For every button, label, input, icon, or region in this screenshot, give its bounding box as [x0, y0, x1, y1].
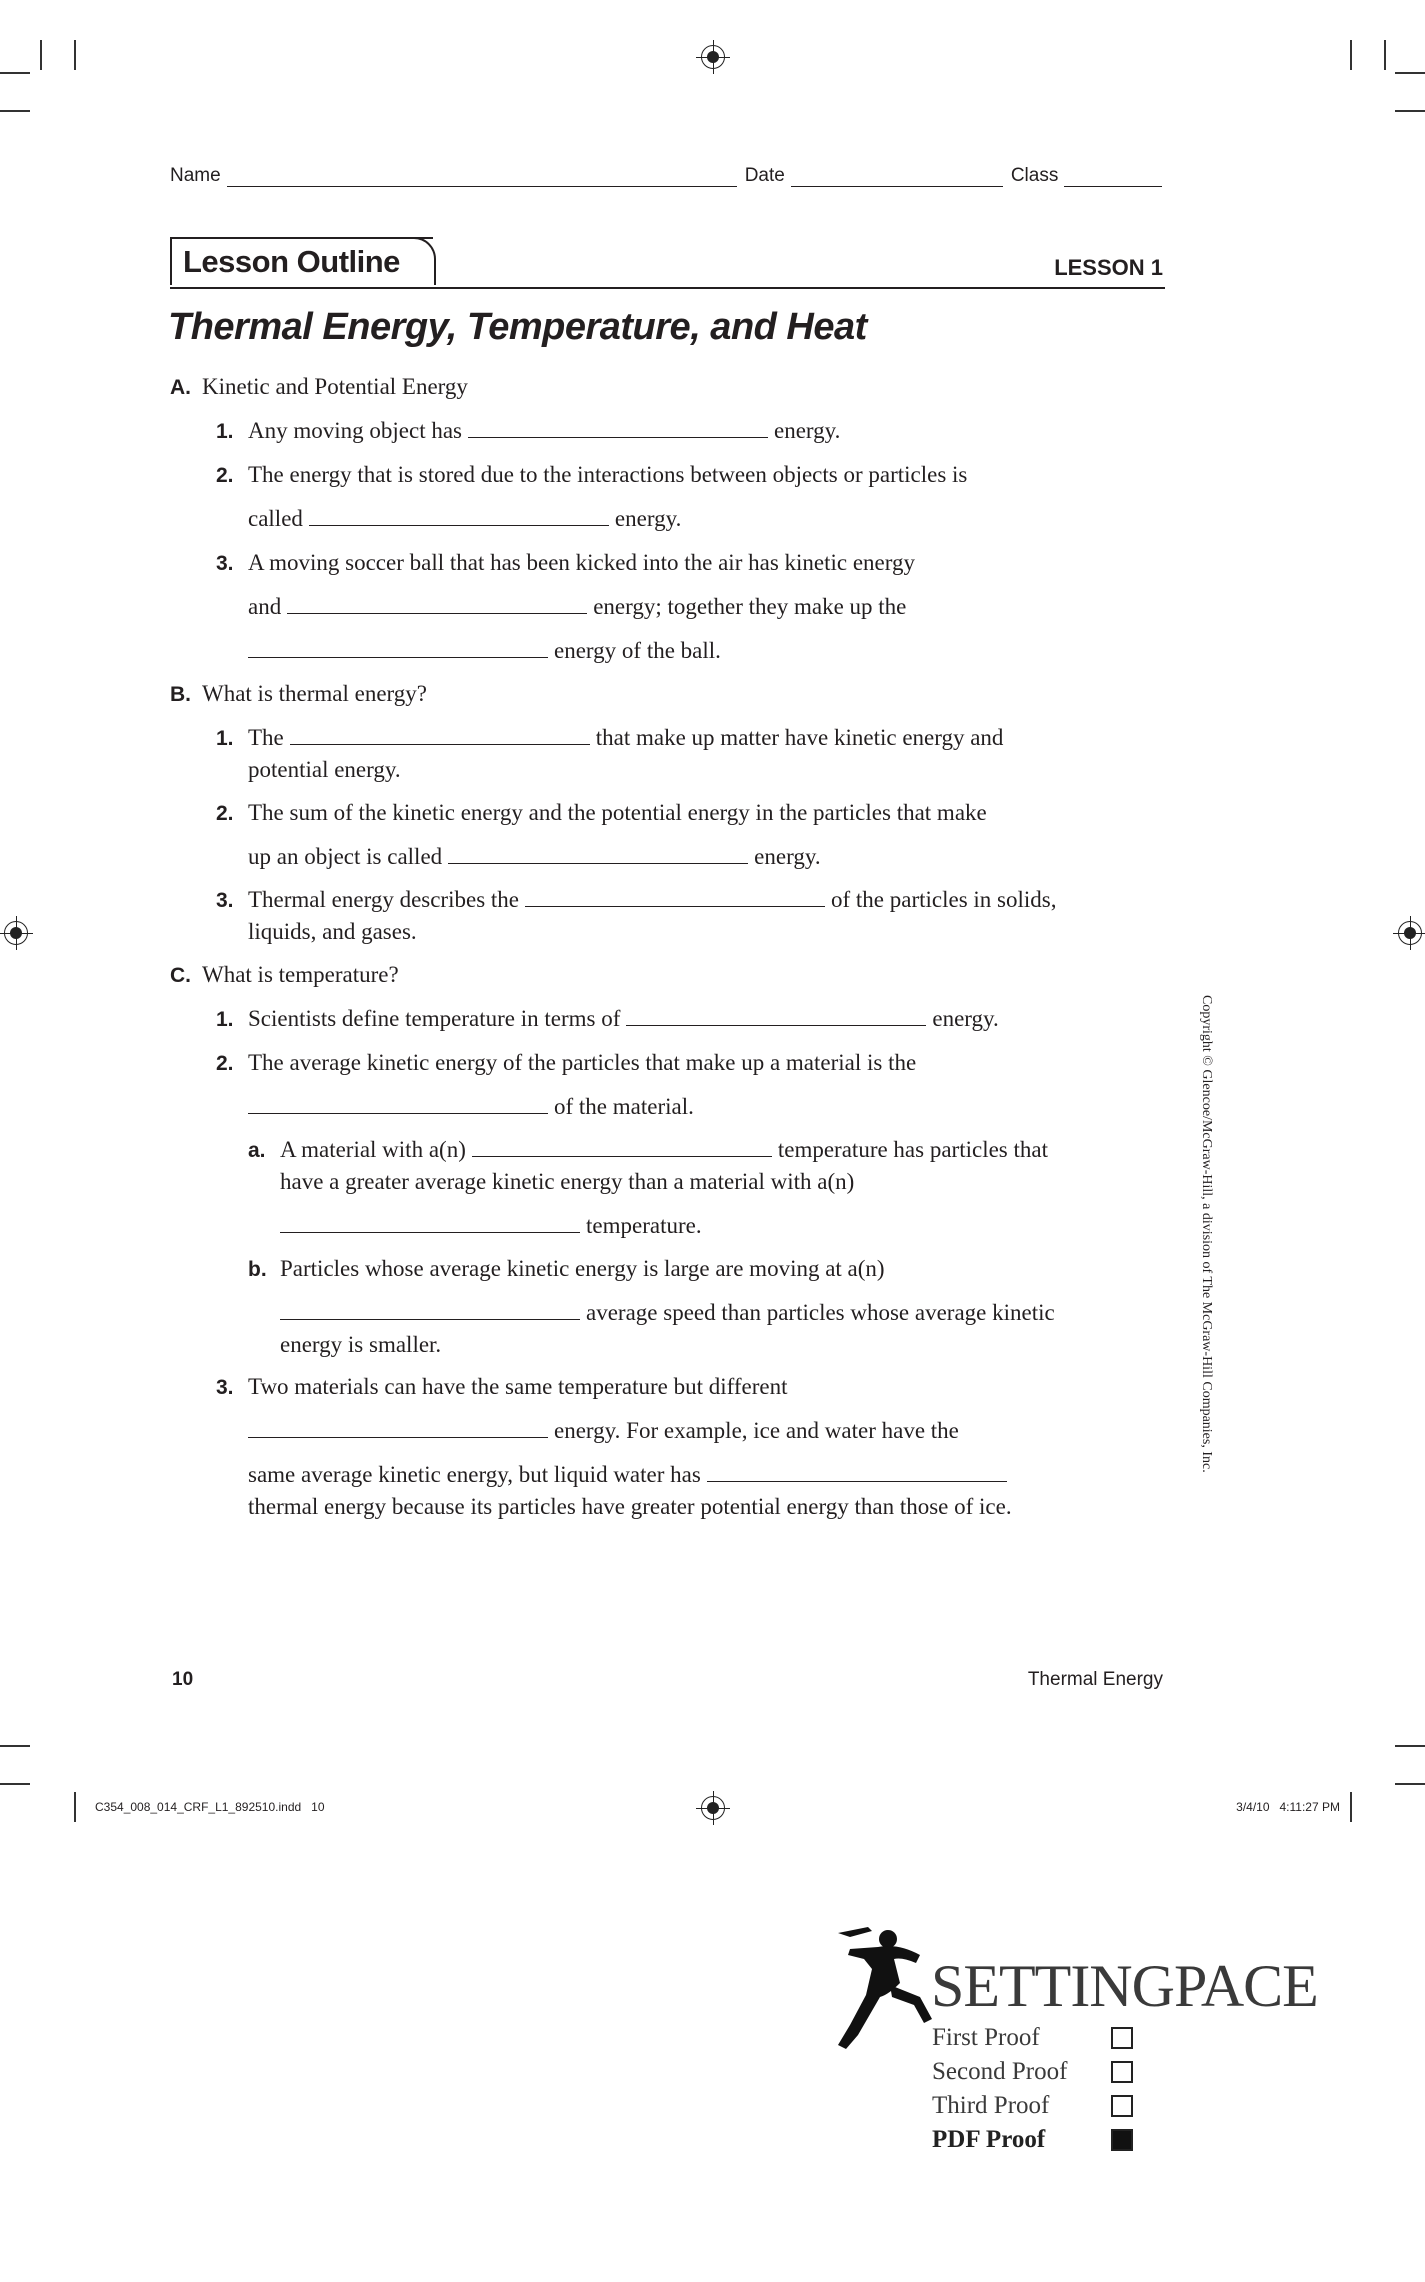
item-letter: b. — [248, 1258, 267, 1281]
item-text: energy. For example, ice and water have the — [554, 1418, 959, 1443]
crop-mark — [74, 1792, 76, 1822]
item-text: that make up matter have kinetic energy and — [595, 725, 1004, 750]
item-text: up an object is called — [248, 844, 443, 869]
name-field[interactable] — [227, 172, 737, 187]
item-text: Scientists define temperature in terms of — [248, 1006, 621, 1031]
answer-blank[interactable] — [468, 419, 768, 438]
crop-mark — [1395, 1783, 1425, 1785]
outline-item — [248, 419, 840, 442]
proof-label: Third Proof — [932, 2092, 1050, 2119]
file-slug: C354_008_014_CRF_L1_892510.indd 10 — [95, 1800, 325, 1814]
chapter-name: Thermal Energy — [1027, 1669, 1163, 1690]
outline-item — [280, 1138, 1048, 1161]
outline-item — [274, 1301, 1055, 1324]
crop-mark — [0, 1745, 30, 1747]
section-label: A. — [170, 376, 191, 399]
item-text: liquids, and gases. — [248, 919, 417, 944]
item-text: average speed than particles whose average kinetic — [586, 1300, 1055, 1325]
registration-mark-icon — [701, 1796, 725, 1820]
name-label: Name — [170, 165, 221, 186]
item-text: and — [248, 594, 282, 619]
crop-mark — [74, 40, 76, 70]
item-text: called — [248, 506, 303, 531]
date-label: Date — [744, 165, 785, 186]
page-title: Thermal Energy, Temperature, and Heat — [168, 306, 867, 348]
item-text: energy. — [932, 1006, 999, 1031]
item-number: 3. — [216, 889, 234, 912]
item-text: potential energy. — [248, 757, 401, 782]
date-field[interactable] — [791, 172, 1003, 187]
crop-mark — [0, 110, 30, 112]
answer-blank[interactable] — [309, 507, 609, 526]
answer-blank[interactable] — [287, 595, 587, 614]
section-label: B. — [170, 683, 191, 706]
class-label: Class — [1010, 165, 1059, 186]
item-text: energy. — [614, 506, 682, 531]
item-number: 2. — [216, 802, 234, 825]
header-rule — [170, 287, 1165, 289]
registration-mark-icon — [701, 45, 725, 69]
section-heading: Kinetic and Potential Energy — [202, 374, 468, 399]
answer-blank[interactable] — [626, 1007, 926, 1026]
answer-blank[interactable] — [525, 888, 825, 907]
item-text: energy. — [754, 844, 821, 869]
lesson-tab-label: Lesson Outline — [183, 244, 400, 279]
crop-mark — [1350, 40, 1352, 70]
lesson-number: LESSON 1 — [1054, 255, 1163, 280]
proof-label: Second Proof — [932, 2058, 1068, 2085]
answer-blank[interactable] — [248, 1419, 548, 1438]
outline-item — [242, 1419, 959, 1442]
answer-blank[interactable] — [248, 1095, 548, 1114]
item-text: energy; together they make up the — [593, 594, 907, 619]
item-number: 2. — [216, 464, 234, 487]
outline-item — [248, 726, 1003, 749]
item-text: energy. — [774, 418, 841, 443]
class-field[interactable] — [1064, 172, 1162, 187]
item-text: same average kinetic energy, but liquid water has — [248, 1462, 701, 1487]
item-text: temperature. — [586, 1213, 702, 1238]
item-text: Particles whose average kinetic energy is large are moving at a(n) — [280, 1256, 885, 1281]
item-text: The energy that is stored due to the interactions between objects or particles is — [248, 462, 968, 487]
outline-item — [242, 1095, 694, 1118]
crop-mark — [1395, 1745, 1425, 1747]
item-text: energy is smaller. — [280, 1332, 442, 1357]
item-text: have a greater average kinetic energy than a material with a(n) — [280, 1169, 855, 1194]
item-text: Two materials can have the same temperature but different — [248, 1374, 788, 1399]
outline-item — [274, 1214, 702, 1237]
item-text: The average kinetic energy of the particles that make up a material is the — [248, 1050, 917, 1075]
answer-blank[interactable] — [248, 639, 548, 658]
item-number: 1. — [216, 727, 234, 750]
crop-mark — [1384, 40, 1386, 70]
proof-label: First Proof — [932, 2024, 1040, 2051]
item-text: A material with a(n) — [280, 1137, 466, 1162]
proof-brand: SETTINGPACE — [931, 1953, 1318, 2019]
item-text: of the material. — [554, 1094, 694, 1119]
item-text: temperature has particles that — [777, 1137, 1048, 1162]
crop-mark — [40, 40, 42, 70]
proof-checkbox[interactable] — [1111, 2095, 1133, 2117]
outline-item — [248, 507, 681, 530]
registration-mark-icon — [1398, 921, 1422, 945]
page-number: 10 — [172, 1669, 194, 1690]
item-text: The — [248, 725, 284, 750]
runner-logo-icon — [828, 1925, 948, 2055]
outline-item — [248, 1463, 1013, 1486]
crop-mark — [1350, 1792, 1352, 1822]
crop-mark — [0, 1783, 30, 1785]
answer-blank[interactable] — [290, 726, 590, 745]
item-text: The sum of the kinetic energy and the potential energy in the particles that make — [248, 800, 987, 825]
item-text: Thermal energy describes the — [248, 887, 519, 912]
item-text: energy of the ball. — [554, 638, 721, 663]
item-text: of the particles in solids, — [831, 887, 1057, 912]
answer-blank[interactable] — [448, 845, 748, 864]
item-text: Any moving object has — [248, 418, 462, 443]
section-heading: What is temperature? — [202, 962, 399, 987]
crop-mark — [1395, 110, 1425, 112]
outline-item — [242, 639, 721, 662]
answer-blank[interactable] — [280, 1214, 580, 1233]
outline-item — [248, 595, 906, 618]
copyright-notice: Copyright © Glencoe/McGraw-Hill, a division of The McGraw-Hill Companies, Inc. — [1199, 995, 1214, 1473]
item-number: 2. — [216, 1052, 234, 1075]
timestamp-slug: 3/4/10 4:11:27 PM — [1236, 1800, 1340, 1814]
crop-mark — [1395, 72, 1425, 74]
item-text: thermal energy because its particles have greater potential energy than those of ice. — [248, 1494, 1012, 1519]
item-number: 3. — [216, 1376, 234, 1399]
crop-mark — [0, 72, 30, 74]
item-text: A moving soccer ball that has been kicked into the air has kinetic energy — [248, 550, 916, 575]
student-info-header — [170, 165, 1165, 187]
proof-label: PDF Proof — [932, 2126, 1046, 2153]
registration-mark-icon — [4, 921, 28, 945]
proof-checkbox[interactable] — [1111, 2027, 1133, 2049]
answer-blank[interactable] — [280, 1301, 580, 1320]
proof-checkbox[interactable] — [1111, 2061, 1133, 2083]
item-number: 3. — [216, 552, 234, 575]
outline-item — [248, 845, 821, 868]
answer-blank[interactable] — [472, 1138, 772, 1157]
item-letter: a. — [248, 1139, 266, 1162]
item-number: 1. — [216, 420, 234, 443]
outline-item — [248, 888, 1057, 911]
section-heading: What is thermal energy? — [202, 681, 428, 706]
answer-blank[interactable] — [707, 1463, 1007, 1482]
outline-item — [248, 1007, 999, 1030]
proof-checkbox-checked[interactable] — [1111, 2129, 1133, 2151]
section-label: C. — [170, 964, 191, 987]
item-number: 1. — [216, 1008, 234, 1031]
